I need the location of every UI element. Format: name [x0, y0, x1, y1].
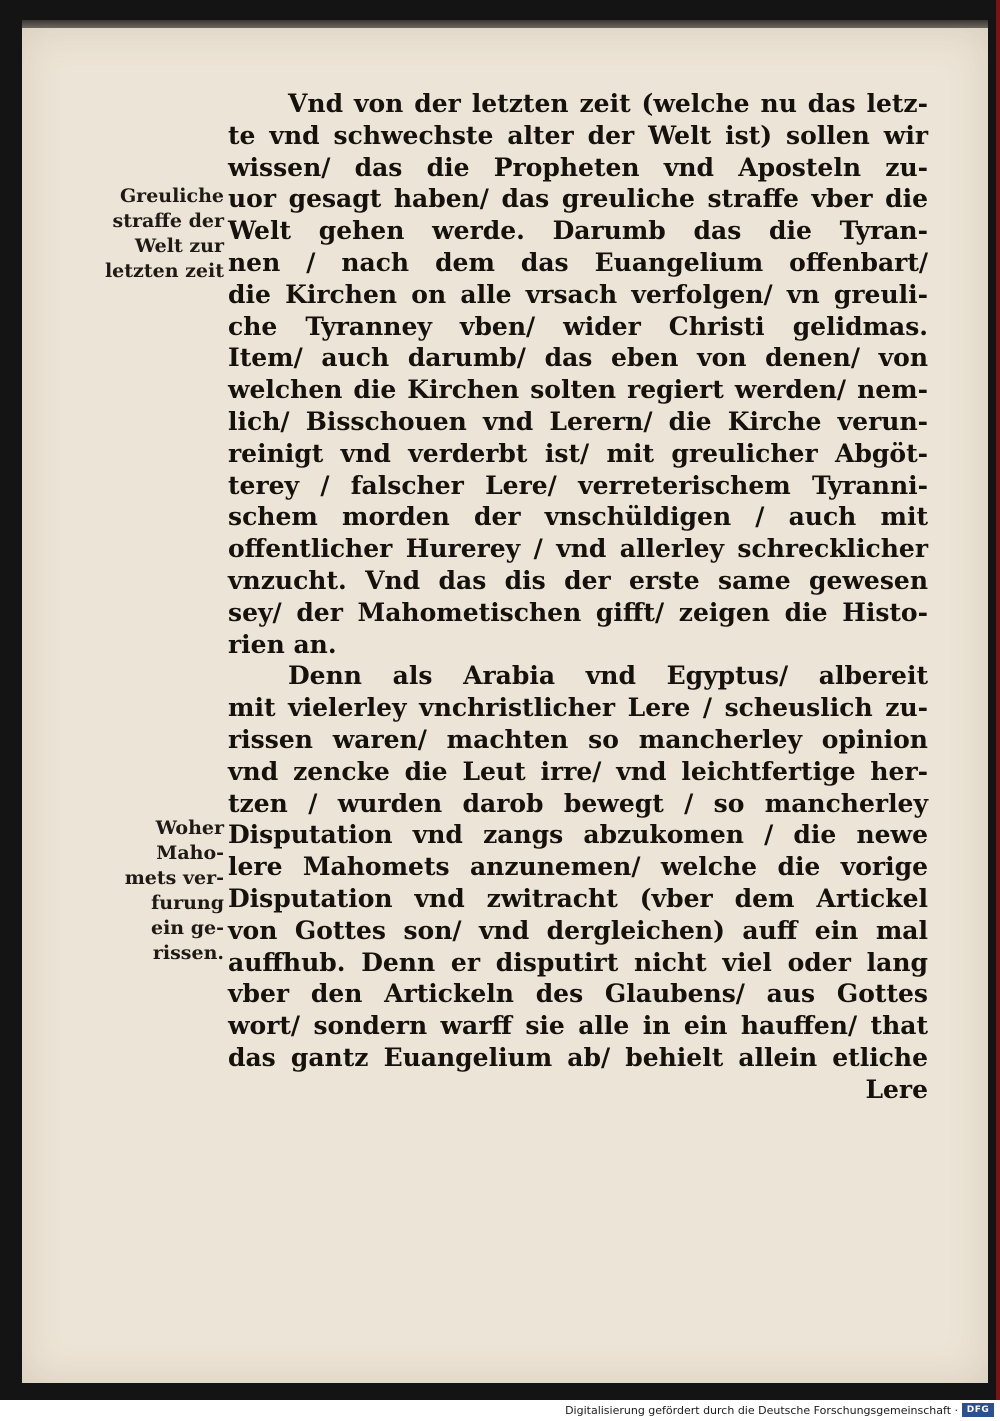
text-line: te vnd schwechste alter der Welt ist) sollen wir: [228, 120, 928, 150]
marginal-note-line: rissen.: [152, 942, 224, 964]
text-line: schem morden der vnschüldigen / auch mit: [228, 502, 928, 532]
marginal-note-line: Welt zur: [134, 235, 224, 257]
text-line: rien an.: [228, 629, 337, 659]
text-line: Vnd von der letzten zeit (welche nu das letz-: [288, 89, 928, 118]
page-top-edge: [22, 20, 988, 28]
text-line: die Kirchen on alle vrsach verfolgen/ vn greuli-: [228, 279, 928, 309]
text-line: von Gottes son/ vnd dergleichen) auff ein mal: [228, 915, 928, 945]
marginal-note-line: letzten zeit: [104, 260, 224, 282]
text-line: Disputation vnd zwitracht (vber dem Artickel: [228, 883, 928, 913]
text-line: tzen / wurden darob bewegt / so mancherley: [228, 788, 928, 818]
book-spine-edge: [996, 0, 1000, 1400]
marginal-note-line: mets ver-: [124, 867, 224, 889]
text-line: nen / nach dem das Euangelium offenbart/: [228, 247, 928, 277]
marginal-note-line: straffe der: [112, 210, 224, 232]
body-text: [228, 88, 928, 1106]
catchword: Lere: [865, 1074, 928, 1104]
text-line: sey/ der Mahometischen gifft/ zeigen die Histo-: [228, 597, 928, 627]
marginal-note-line: Maho-: [156, 842, 224, 864]
text-line: reinigt vnd verderbt ist/ mit greulicher Abgöt-: [228, 438, 928, 468]
text-line: wort/ sondern warff sie alle in ein hauffen/ that: [228, 1011, 928, 1041]
text-line: Welt gehen werde. Darumb das die Tyran-: [228, 216, 928, 246]
footer-bar: [0, 1400, 1000, 1421]
text-line: uor gesagt haben/ das greuliche straffe vber die: [228, 184, 928, 214]
text-line: auffhub. Denn er disputirt nicht viel oder lang: [228, 947, 928, 977]
marginal-note-straffe: [84, 184, 224, 284]
text-line: vnzucht. Vnd das dis der erste same gewesen: [228, 565, 928, 595]
text-line: offentlicher Hurerey / vnd allerley schrecklicher: [228, 534, 928, 564]
marginal-note-line: furung: [151, 892, 224, 914]
text-line: Item/ auch darumb/ das eben von denen/ von: [228, 343, 928, 373]
marginal-note-line: Woher: [155, 817, 224, 839]
text-line: rissen waren/ machten so mancherley opinion: [228, 724, 928, 754]
text-line: Denn als Arabia vnd Egyptus/ albereit: [288, 661, 928, 691]
text-line: mit vielerley vnchristlicher Lere / scheuslich zu-: [228, 693, 928, 723]
text-line: Disputation vnd zangs abzukomen / die newe: [228, 820, 928, 850]
text-line: wissen/ das die Propheten vnd Aposteln zu-: [228, 152, 928, 182]
text-line: lere Mahomets anzunemen/ welche die vorige: [228, 852, 928, 882]
dfg-logo-icon: DFG: [962, 1403, 994, 1417]
text-line: das gantz Euangelium ab/ behielt allein etliche: [228, 1042, 928, 1072]
text-line: vber den Artickeln des Glaubens/ aus Gottes: [228, 979, 928, 1009]
text-line: vnd zencke die Leut irre/ vnd leichtfertige her-: [228, 756, 928, 786]
marginal-note-line: Greuliche: [119, 185, 224, 207]
text-line: welchen die Kirchen solten regiert werden/ nem-: [228, 375, 928, 405]
marginal-note-mahomet: [84, 816, 224, 966]
funding-notice: Digitalisierung gefördert durch die Deutsche Forschungsgemeinschaft ·: [565, 1404, 958, 1417]
text-line: che Tyranney vben/ wider Christi gelidmas.: [228, 311, 928, 341]
text-line: terey / falscher Lere/ verreterischem Tyranni-: [228, 470, 928, 500]
text-line: lich/ Bisschouen vnd Lerern/ die Kirche verun-: [228, 406, 928, 436]
marginal-note-line: ein ge-: [151, 917, 224, 939]
